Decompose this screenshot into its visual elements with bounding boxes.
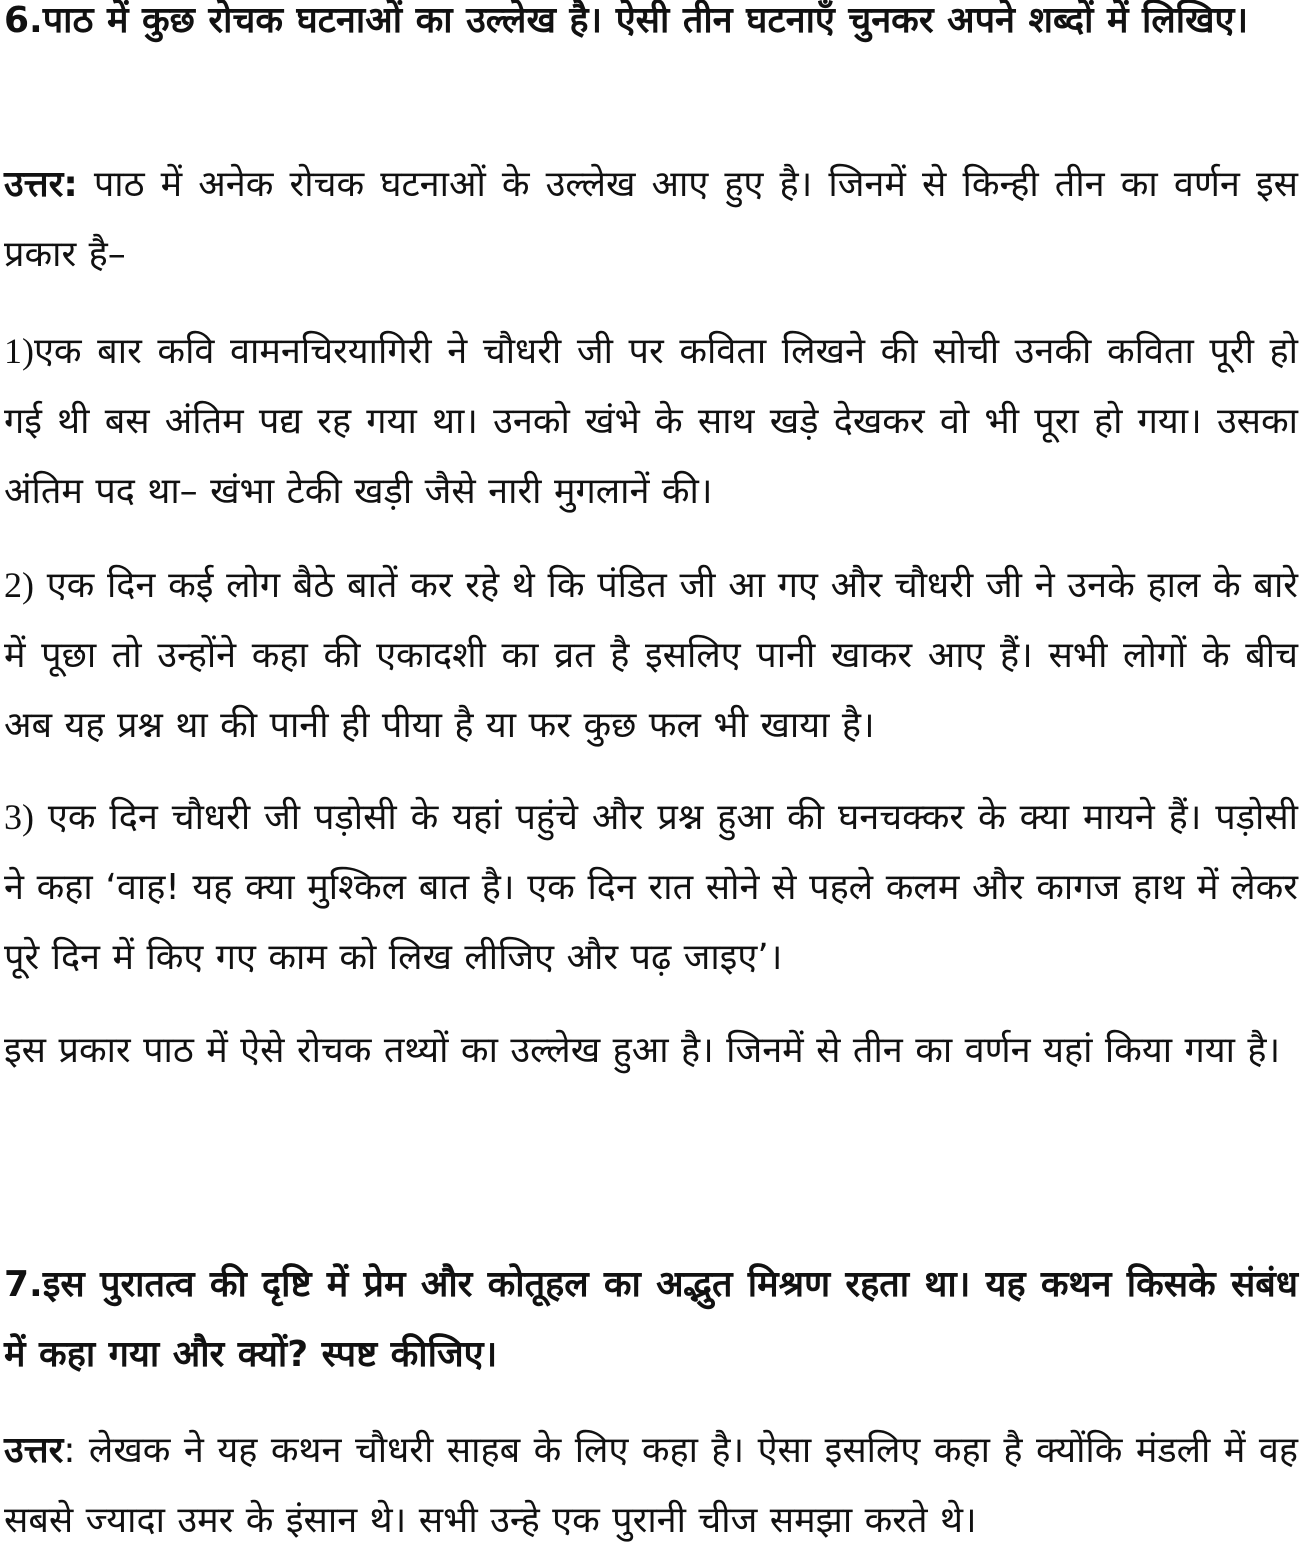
answer-7-text: : लेखक ने यह कथन चौधरी साहब के लिए कहा है। ऐसा इसलिए कहा है क्योंकि मंडली में वह सबसे ज्यादा उमर के इंसान थे। सभी उन्हे एक पुरानी चीज समझा करते थे। bbox=[4, 1430, 1298, 1541]
question-6: 6.पाठ में कुछ रोचक घटनाओं का उल्लेख है। ऐसी तीन घटनाएँ चुनकर अपने शब्दों में लिखिए। bbox=[4, 0, 1249, 41]
point-1-text: एक बार कवि वामनचिरयागिरी ने चौधरी जी पर कविता लिखने की सोची उनकी कविता पूरी हो गई थी बस अंतिम पद्य रह गया था। उनको खंभे के साथ खड़े देखकर वो भी पूरा हो गया। उसका अंतिम पद था– खंभा टेकी खड़ी जैसे नारी मुगलानें की। bbox=[4, 331, 1298, 512]
answer-7-label: उत्तर bbox=[4, 1430, 64, 1471]
answer-6-label: उत्तर: bbox=[4, 164, 78, 205]
answer-6-intro bbox=[4, 150, 1298, 290]
answer-6-intro-text: पाठ में अनेक रोचक घटनाओं के उल्लेख आए हुए है। जिनमें से किन्ही तीन का वर्णन इस प्रकार है– bbox=[4, 164, 1298, 275]
answer-6-point-2 bbox=[4, 550, 1298, 761]
answer-6-conclusion: इस प्रकार पाठ में ऐसे रोचक तथ्यों का उल्लेख हुआ है। जिनमें से तीन का वर्णन यहां किया गया है। bbox=[4, 1030, 1281, 1071]
answer-7 bbox=[4, 1416, 1298, 1556]
question-7: 7.इस पुरातत्व की दृष्टि में प्रेम और कोतूहल का अद्भुत मिश्रण रहता था। यह कथन किसके संबंध में कहा गया और क्यों? स्पष्ट कीजिए। bbox=[4, 1264, 1298, 1375]
point-3-number: 3) bbox=[4, 797, 34, 837]
point-2-number: 2) bbox=[4, 565, 34, 605]
point-1-number: 1) bbox=[4, 331, 34, 371]
point-3-text: एक दिन चौधरी जी पड़ोसी के यहां पहुंचे और प्रश्न हुआ की घनचक्कर के क्या मायने हैं। पड़ोसी ने कहा ‘वाह! यह क्या मुश्किल बात है। एक दिन रात सोने से पहले कलम और कागज हाथ में लेकर पूरे दिन में किए गए काम को लिख लीजिए और पढ़ जाइए’। bbox=[4, 797, 1298, 978]
point-2-text: एक दिन कई लोग बैठे बातें कर रहे थे कि पंडित जी आ गए और चौधरी जी ने उनके हाल के बारे में पूछा तो उन्होंने कहा की एकादशी का व्रत है इसलिए पानी खाकर आए हैं। सभी लोगों के बीच अब यह प्रश्न था की पानी ही पीया है या फर कुछ फल भी खाया है। bbox=[4, 565, 1298, 746]
answer-6-point-3 bbox=[4, 782, 1298, 993]
answer-6-point-1 bbox=[4, 316, 1298, 527]
